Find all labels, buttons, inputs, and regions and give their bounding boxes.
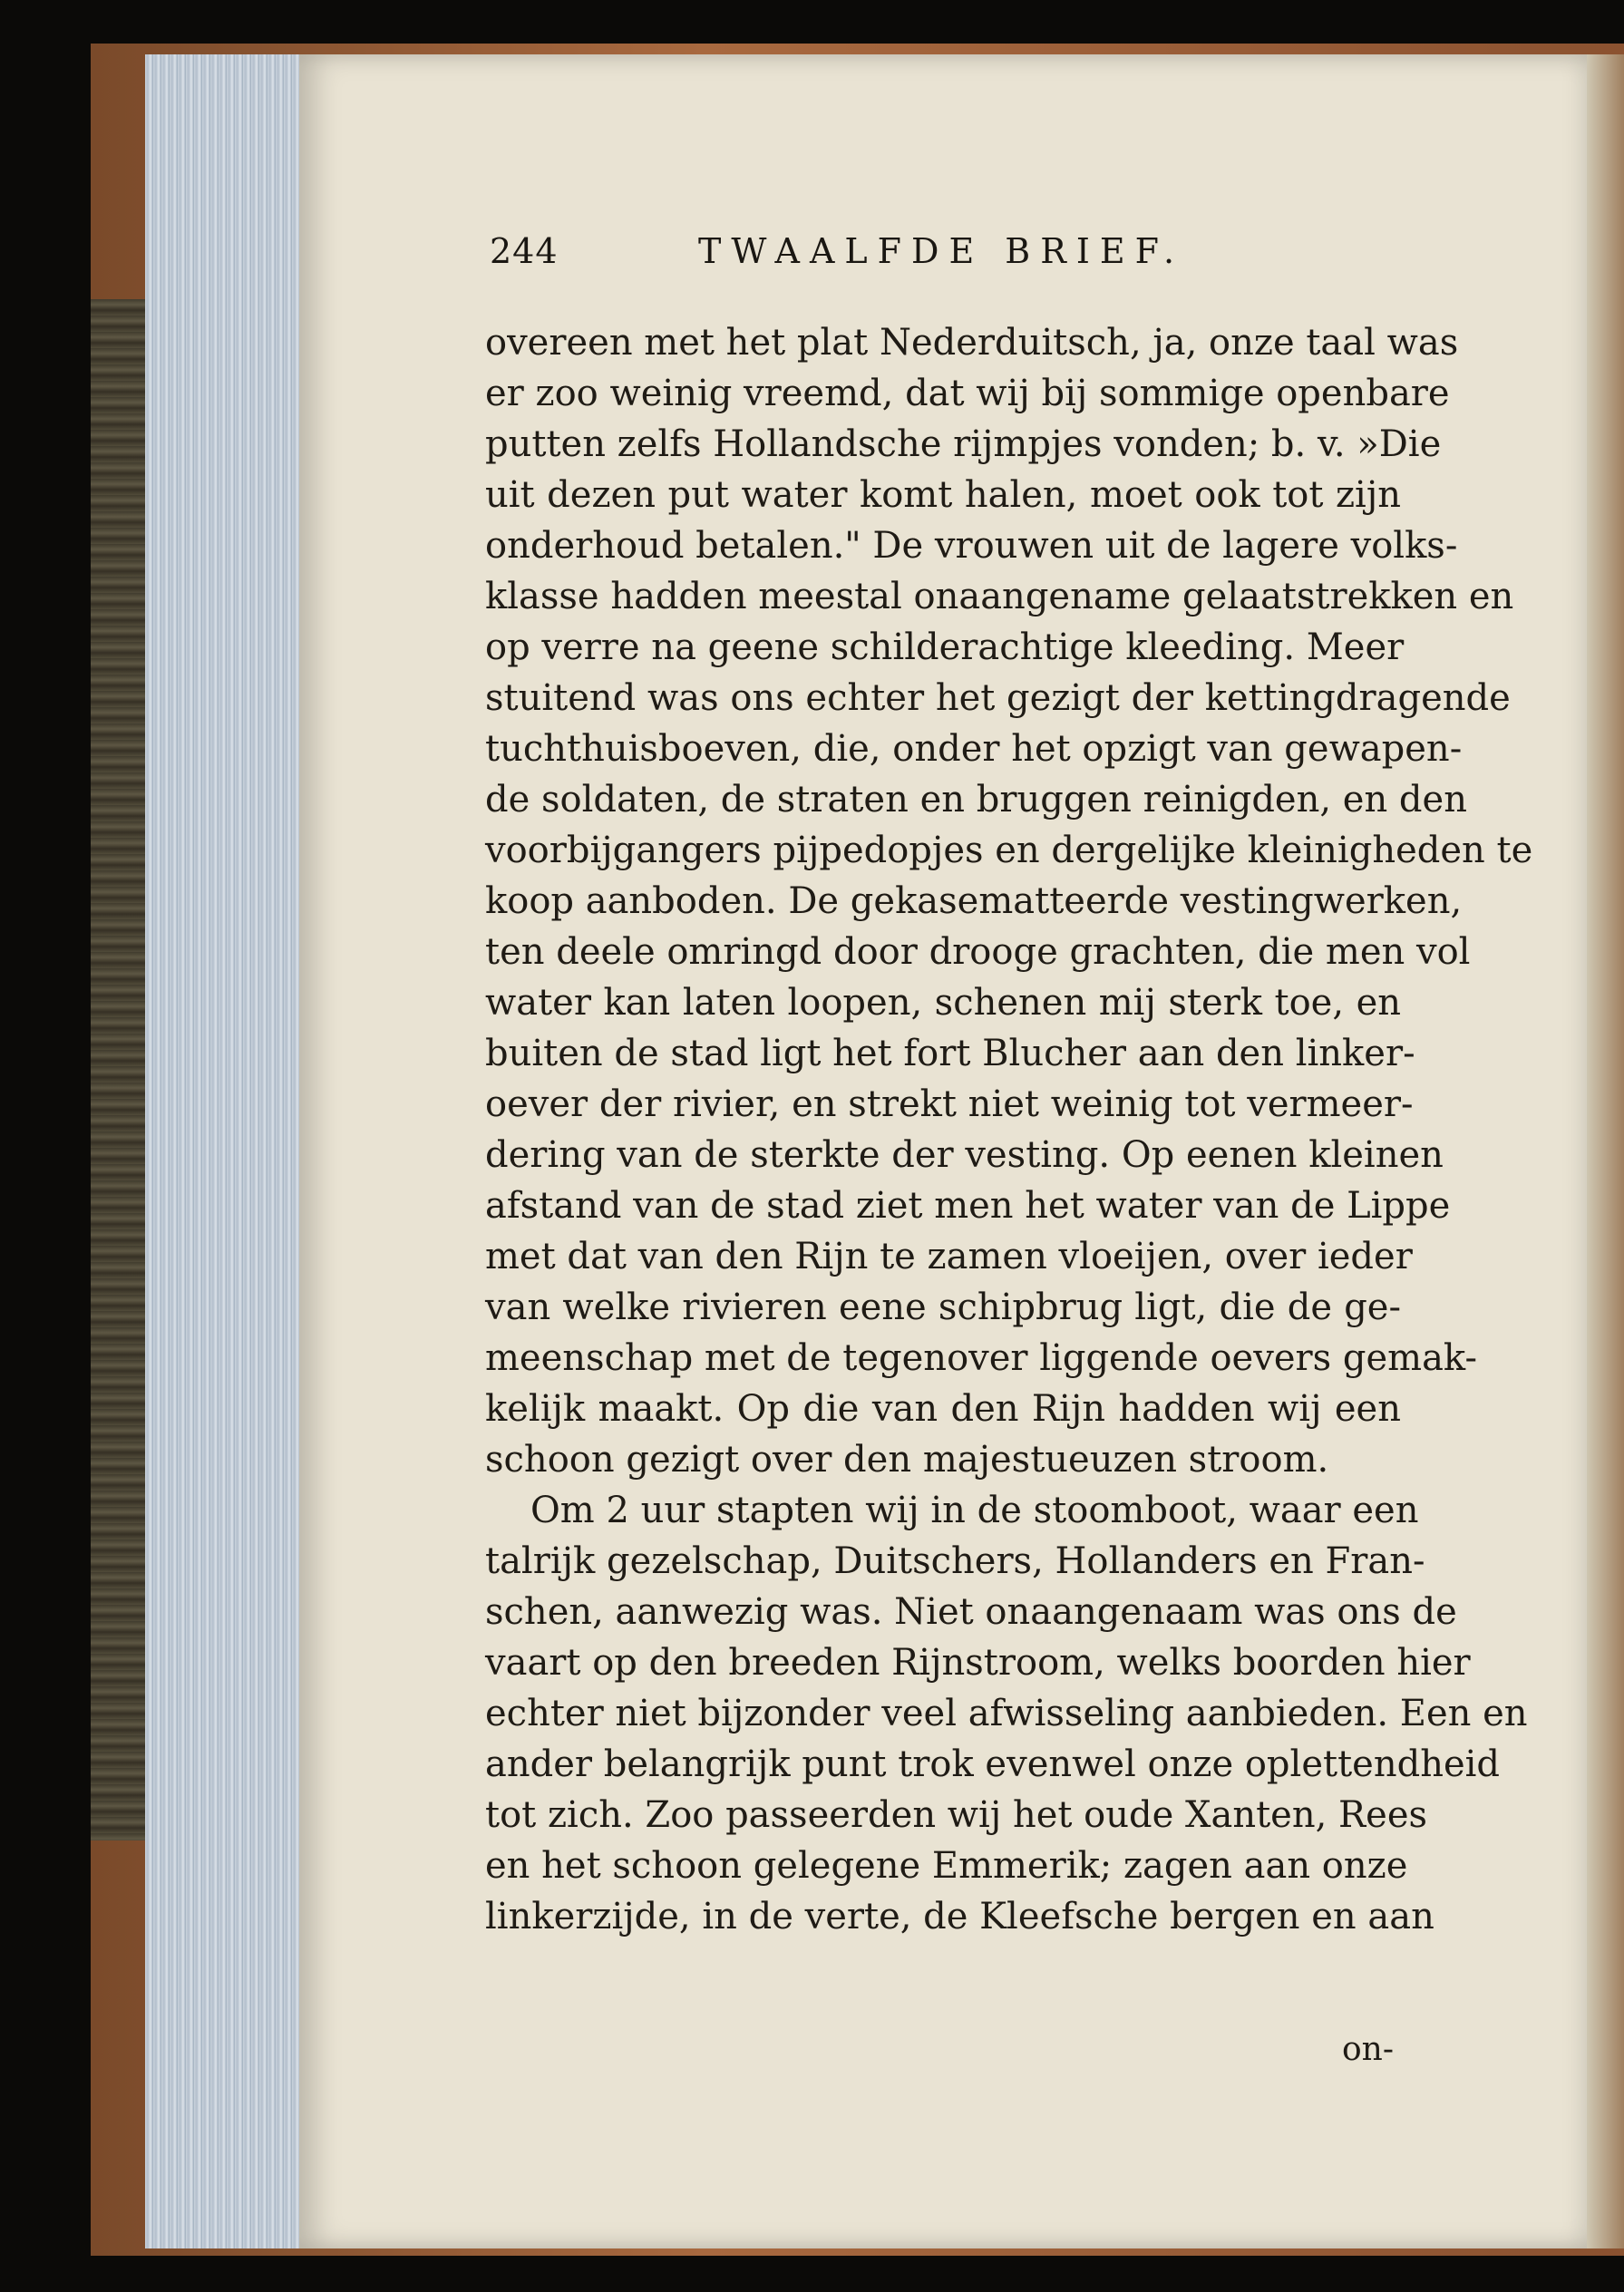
running-head: TWAALFDE BRIEF. xyxy=(698,231,1185,271)
text-line: onderhoud betalen." De vrouwen uit de lagere volks- xyxy=(485,525,1458,567)
page-header xyxy=(490,231,1396,286)
text-line: van welke rivieren eene schipbrug ligt, die de ge- xyxy=(485,1287,1401,1328)
text-line: tot zich. Zoo passeerden wij het oude Xanten, Rees xyxy=(485,1794,1428,1836)
text-line: ten deele omringd door drooge grachten, die men vol xyxy=(485,931,1471,973)
text-line: water kan laten loopen, schenen mij sterk toe, en xyxy=(485,982,1401,1024)
text-line: echter niet bijzonder veel afwisseling aanbieden. Een en xyxy=(485,1693,1528,1734)
text-line: overeen met het plat Nederduitsch, ja, onze taal was xyxy=(485,322,1459,364)
paragraph-end-line: schoon gezigt over den majestueuzen stroom. xyxy=(485,1439,1329,1481)
text-line: linkerzijde, in de verte, de Kleefsche bergen en aan xyxy=(485,1896,1434,1938)
text-line: putten zelfs Hollandsche rijmpjes vonden; b. v. »Die xyxy=(485,423,1442,465)
text-line: buiten de stad ligt het fort Blucher aan den linker- xyxy=(485,1033,1415,1074)
text-line: dering van de sterkte der vesting. Op eenen kleinen xyxy=(485,1134,1444,1176)
text-line: klasse hadden meestal onaangename gelaatstrekken en xyxy=(485,576,1514,617)
marbled-cover-edge xyxy=(91,299,145,1840)
text-line: meenschap met de tegenover liggende oevers gemak- xyxy=(485,1337,1477,1379)
facing-page-edge xyxy=(1587,54,1624,2248)
text-line: en het schoon gelegene Emmerik; zagen aan onze xyxy=(485,1845,1408,1887)
text-line: tuchthuisboeven, die, onder het opzigt van gewapen- xyxy=(485,728,1463,770)
catchword: on- xyxy=(1342,2031,1395,2068)
text-line: voorbijgangers pijpedopjes en dergelijke kleinigheden te xyxy=(485,830,1533,871)
text-line: afstand van de stad ziet men het water van de Lippe xyxy=(485,1185,1451,1227)
text-line: ander belangrijk punt trok evenwel onze oplettendheid xyxy=(485,1743,1501,1785)
text-line: oever der rivier, en strekt niet weinig tot vermeer- xyxy=(485,1083,1414,1125)
page-edges xyxy=(145,54,299,2248)
text-line: talrijk gezelschap, Duitschers, Hollanders en Fran- xyxy=(485,1540,1425,1582)
text-line: stuitend was ons echter het gezigt der kettingdragende xyxy=(485,677,1511,719)
text-line: op verre na geene schilderachtige kleeding. Meer xyxy=(485,626,1405,668)
text-line: de soldaten, de straten en bruggen reinigden, en den xyxy=(485,779,1467,821)
text-line: er zoo weinig vreemd, dat wij bij sommige openbare xyxy=(485,373,1450,414)
text-line: vaart op den breeden Rijnstroom, welks boorden hier xyxy=(485,1642,1471,1684)
text-line: met dat van den Rijn te zamen vloeijen, over ieder xyxy=(485,1236,1413,1277)
page-number: 244 xyxy=(490,231,559,271)
text-line: uit dezen put water komt halen, moet ook tot zijn xyxy=(485,474,1401,516)
paragraph-start-line: Om 2 uur stapten wij in de stoomboot, waar een xyxy=(530,1490,1419,1531)
text-line: schen, aanwezig was. Niet onaangenaam was ons de xyxy=(485,1591,1457,1633)
text-line: koop aanboden. De gekasematteerde vestingwerken, xyxy=(485,880,1463,922)
body-text xyxy=(485,317,1533,1942)
text-line: kelijk maakt. Op die van den Rijn hadden wij een xyxy=(485,1388,1401,1430)
